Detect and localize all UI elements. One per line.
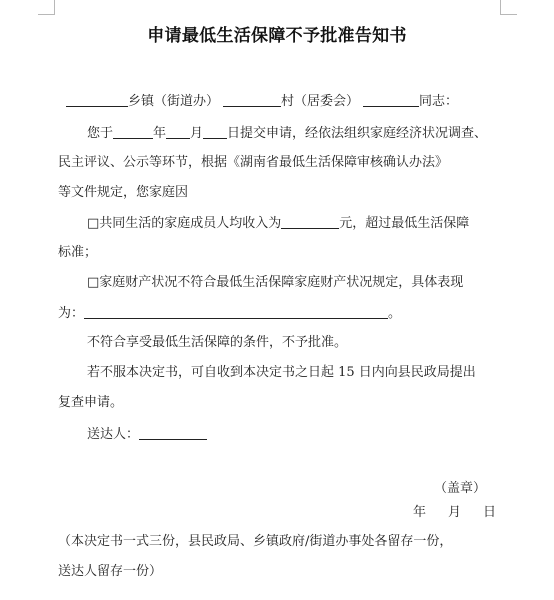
option2-suffix: 。	[388, 306, 402, 321]
note-line1: （本决定书一式三份，县民政局、乡镇政府/街道办事处各留存一份，	[58, 534, 453, 549]
delivery-label: 送达人：	[87, 427, 140, 442]
option2-prefix: 为：	[58, 306, 85, 321]
appeal-line2: 复查申请。	[58, 395, 124, 410]
crop-mark-right	[500, 14, 517, 15]
year-label: 年	[153, 126, 167, 141]
village-label: 村（居委会）	[281, 94, 360, 109]
para1-line3: 等文件规定，您家庭因	[58, 185, 189, 200]
comrade-label: 同志：	[419, 94, 459, 109]
seal-label: （盖章）	[434, 481, 487, 496]
appeal-line1: 若不服本决定书，可自收到本决定书之日起 15 日内向县民政局提出	[87, 365, 476, 380]
option1-line2: 标准；	[58, 245, 98, 260]
name-blank[interactable]	[363, 92, 419, 107]
village-blank[interactable]	[223, 92, 281, 107]
date-year: 年	[413, 505, 427, 520]
option1-checkbox-text[interactable]: □共同生活的家庭成员人均收入为	[87, 216, 282, 231]
day-blank[interactable]	[203, 124, 227, 139]
date-day: 日	[483, 505, 497, 520]
date-line	[413, 504, 496, 522]
para1-line2: 民主评议、公示等环节，根据《湖南省最低生活保障审核确认办法》	[58, 155, 449, 170]
document-title: 申请最低生活保障不予批准告知书	[147, 26, 407, 46]
day-submit-text: 日提交申请，经依法组织家庭经济状况调查、	[227, 126, 488, 141]
month-blank[interactable]	[166, 124, 190, 139]
you-on-text: 您于	[87, 126, 114, 141]
delivery-blank[interactable]	[139, 425, 207, 440]
option2-line1[interactable]: □家庭财产状况不符合最低生活保障家庭财产状况规定，具体表现	[87, 275, 464, 290]
crop-mark-right	[500, 0, 501, 14]
conclusion-text: 不符合享受最低生活保障的条件，不予批准。	[87, 335, 348, 350]
month-label: 月	[190, 126, 204, 141]
option1-suffix: 元，超过最低生活保障	[339, 216, 470, 231]
township-label: 乡镇（街道办）	[128, 94, 220, 109]
year-blank[interactable]	[113, 124, 153, 139]
delivery-line	[87, 425, 207, 444]
note-line2: 送达人留存一份）	[58, 564, 163, 579]
income-blank[interactable]	[281, 214, 339, 229]
date-month: 月	[448, 505, 462, 520]
addressee-line	[66, 92, 458, 111]
property-detail-blank[interactable]	[84, 304, 388, 319]
option2-line2	[58, 304, 401, 323]
crop-mark-left	[54, 0, 55, 14]
township-blank[interactable]	[66, 92, 128, 107]
option1-line1	[87, 214, 469, 233]
para1-line1	[87, 124, 487, 143]
crop-mark-left	[38, 14, 55, 15]
